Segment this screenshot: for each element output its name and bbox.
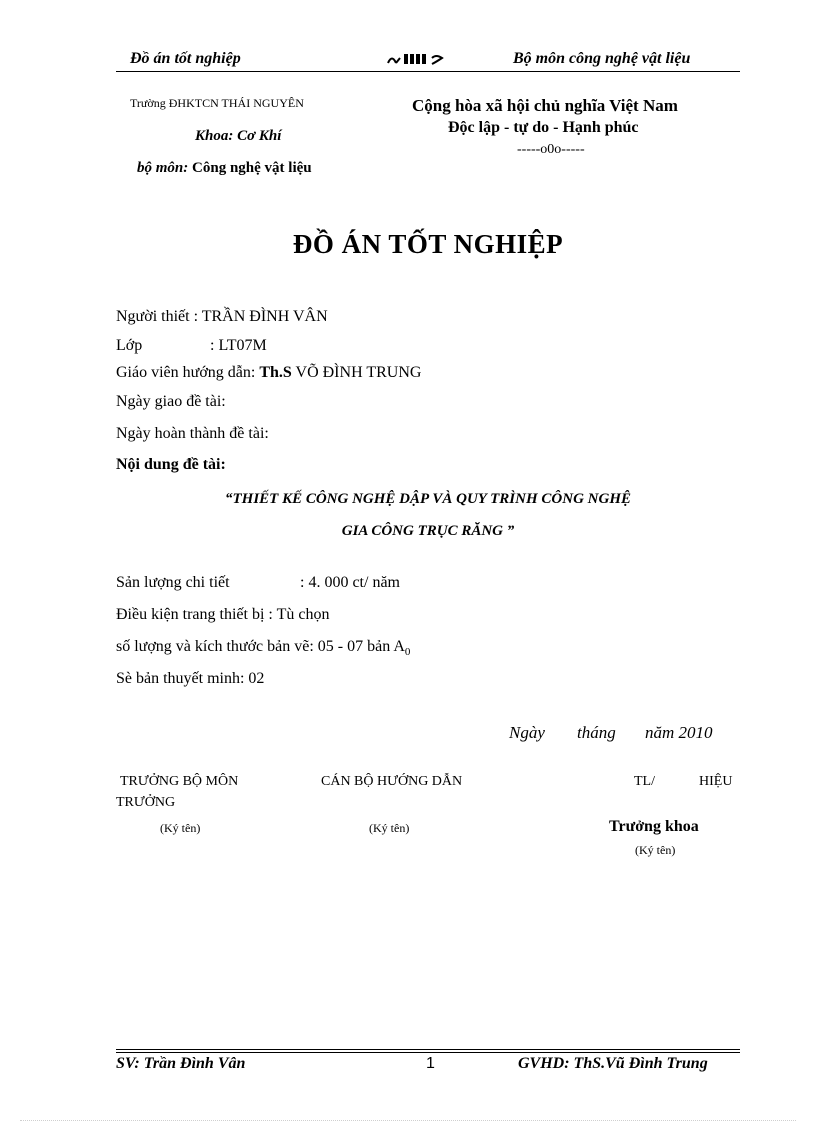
sign1: (Ký tên) — [160, 821, 201, 835]
ornament-icon — [386, 52, 448, 71]
sign3: (Ký tên) — [635, 843, 676, 857]
class-value: : LT07M — [210, 337, 267, 354]
footer-rule-top — [116, 1049, 740, 1050]
faculty — [195, 128, 281, 145]
assign-date: Ngày giao đề tài: — [116, 393, 226, 410]
page-number: 1 — [426, 1055, 435, 1072]
class-label: Lớp — [116, 337, 143, 354]
ornament-icon-svg — [386, 52, 448, 66]
finish-date: Ngày hoàn thành đề tài: — [116, 425, 269, 442]
topic-line1: “THIẾT KẾ CÔNG NGHỆ DẬP VÀ QUY TRÌNH CÔNG NGHỆ — [224, 491, 631, 507]
output-label: Sản lượng chi tiết — [116, 574, 230, 591]
department-value: Công nghệ vật liệu — [192, 160, 312, 176]
topic-line2: GIA CÔNG TRỤC RĂNG ” — [341, 523, 515, 539]
class-line — [116, 337, 267, 355]
equipment-line: Điều kiện trang thiết bị : Tù chọn — [116, 606, 330, 623]
designer-line: Người thiết : TRẦN ĐÌNH VÂN — [116, 308, 328, 325]
faculty-value: Cơ Khí — [237, 128, 282, 144]
sig-hieu: HIỆU — [699, 774, 733, 789]
date-day: Ngày — [509, 723, 545, 742]
footer-supervisor: GVHD: ThS.Vũ Đình Trung — [518, 1055, 708, 1072]
advisor-label: Giáo viên hướng dẫn: — [116, 364, 256, 381]
department-prefix: bộ môn: — [137, 160, 189, 176]
advisor-name: VÕ ĐÌNH TRUNG — [295, 364, 422, 381]
drawings-sub: 0 — [404, 646, 411, 659]
sig-dean: Trưởng khoa — [609, 818, 699, 835]
page-title: ĐỒ ÁN TỐT NGHIỆP — [292, 229, 564, 259]
output-value: : 4. 000 ct/ năm — [300, 574, 400, 591]
motto-line1: Cộng hòa xã hội chủ nghĩa Việt Nam — [412, 96, 678, 115]
explanation-line: Sè bản thuyết minh: 02 — [116, 670, 265, 687]
sig-advisor: CÁN BỘ HƯỚNG DẪN — [321, 774, 463, 789]
department — [137, 160, 312, 177]
sig-tl: TL/ — [634, 774, 655, 789]
faculty-prefix: Khoa: — [195, 128, 234, 144]
header-left: Đồ án tốt nghiệp — [130, 50, 241, 67]
page-edge — [20, 1120, 796, 1121]
motto-line3: -----o0o----- — [517, 142, 585, 157]
footer-student: SV: Trần Đình Vân — [116, 1055, 246, 1072]
sig-head-dept: TRƯỞNG BỘ MÔN — [120, 774, 239, 789]
footer-rule-bottom — [116, 1052, 740, 1053]
date-month: tháng — [577, 723, 616, 742]
drawings-line — [116, 638, 410, 658]
date-year: năm 2010 — [645, 723, 713, 742]
content-label: Nội dung đề tài: — [116, 456, 226, 473]
school-name: Trường ĐHKTCN THÁI NGUYÊN — [130, 96, 304, 110]
motto-line2: Độc lập - tự do - Hạnh phúc — [448, 119, 639, 136]
advisor-line — [116, 364, 421, 382]
sig-truong: TRƯỞNG — [116, 795, 176, 810]
sign2: (Ký tên) — [369, 821, 410, 835]
advisor-degree: Th.S — [259, 364, 292, 381]
header-rule — [116, 71, 740, 72]
header-right: Bộ môn công nghệ vật liệu — [513, 50, 691, 67]
drawings-text: số lượng và kích thước bản vẽ: 05 - 07 bản A — [116, 638, 405, 655]
output-line — [116, 574, 400, 592]
